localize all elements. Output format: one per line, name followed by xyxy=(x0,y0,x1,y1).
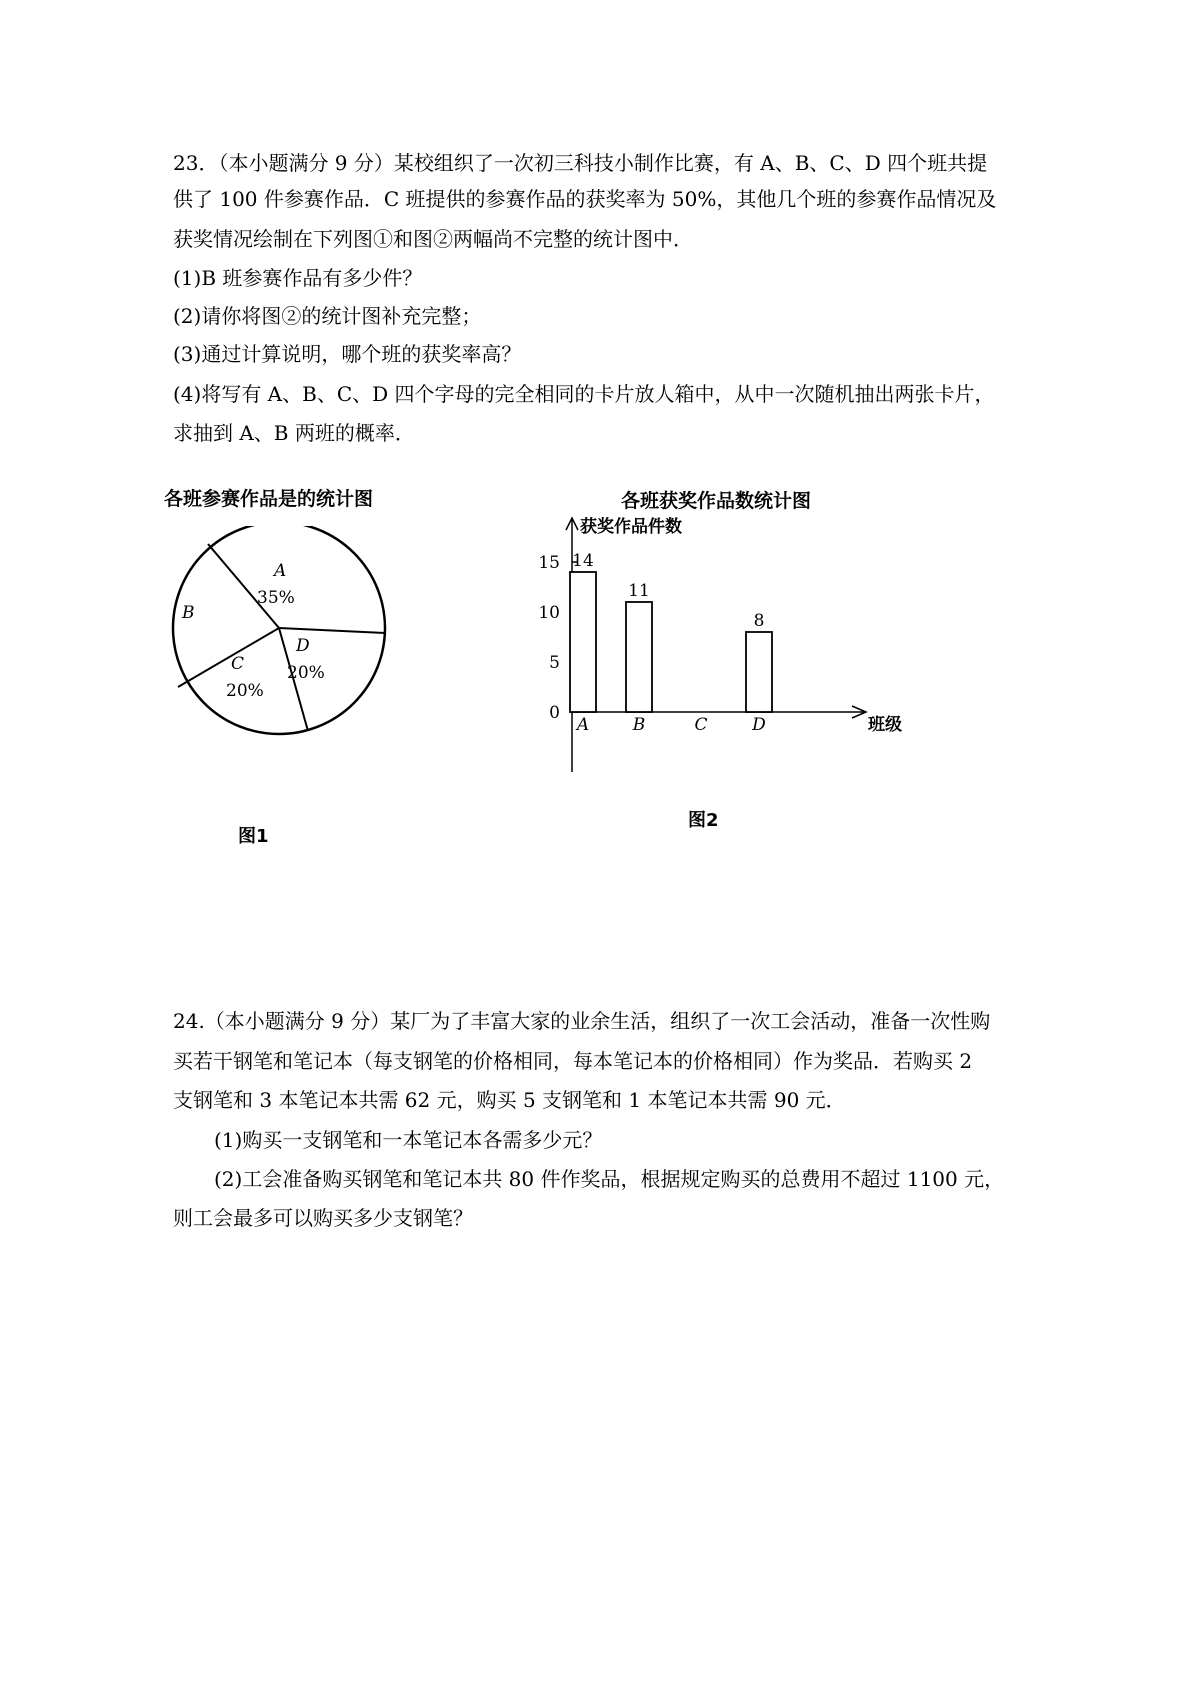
pie-label-d: D xyxy=(296,636,310,656)
figure2-title: 各班获奖作品数统计图 xyxy=(621,490,812,512)
bar-B xyxy=(626,602,652,712)
pie-pct-d: 20% xyxy=(287,663,325,683)
category-label-A: A xyxy=(576,715,590,735)
y-tick-label-15: 15 xyxy=(538,553,560,573)
q24-sub-2a: (2)工会准备购买钢笔和笔记本共 80 件作奖品，根据规定购买的总费用不超过 1100 元， xyxy=(214,1167,1005,1191)
pie-pct-c: 20% xyxy=(226,681,264,701)
figure2-caption: 图2 xyxy=(688,810,719,831)
q23-line-3: 获奖情况绘制在下列图①和图②两幅尚不完整的统计图中． xyxy=(173,227,693,251)
pie-label-c: C xyxy=(231,654,245,674)
q23-line-2: 供了 100 件参赛作品．C 班提供的参赛作品的获奖率为 50%，其他几个班的参赛作品情况及 xyxy=(173,187,997,211)
pie-pct-a: 35% xyxy=(257,588,295,608)
q23-line-1: 23．（本小题满分 9 分）某校组织了一次初三科技小制作比赛，有 A、B、C、D 四个班共提 xyxy=(173,151,988,175)
bar-label-A: 14 xyxy=(572,551,594,571)
y-tick-label-10: 10 xyxy=(538,603,560,623)
x-axis-label: 班级 xyxy=(868,715,902,735)
q24-line-1: 24.（本小题满分 9 分）某厂为了丰富大家的业余生活，组织了一次工会活动，准备一次性购 xyxy=(173,1009,991,1033)
q23-sub-2: (2)请你将图②的统计图补充完整； xyxy=(173,304,482,328)
bar-chart xyxy=(530,512,910,772)
q24-sub-1: (1)购买一支钢笔和一本笔记本各需多少元？ xyxy=(214,1128,603,1152)
y-tick-label-5: 5 xyxy=(549,653,560,673)
category-label-B: B xyxy=(632,715,646,735)
pie-divider-ab xyxy=(208,544,279,628)
figure1-title: 各班参赛作品是的统计图 xyxy=(164,488,374,510)
q23-sub-3: (3)通过计算说明，哪个班的获奖率高？ xyxy=(173,342,522,366)
bar-label-B: 11 xyxy=(628,581,650,601)
category-label-C: C xyxy=(694,715,708,735)
bar-A xyxy=(570,572,596,712)
pie-label-b: B xyxy=(182,603,195,623)
bar-D xyxy=(746,632,772,712)
q24-line-3: 支钢笔和 3 本笔记本共需 62 元，购买 5 支钢笔和 1 本笔记本共需 90 元． xyxy=(173,1088,846,1112)
pie-chart xyxy=(160,526,400,766)
figure1-caption: 图1 xyxy=(238,826,269,847)
y-tick-label-0: 0 xyxy=(549,703,560,723)
pie-divider-ad xyxy=(279,628,385,633)
category-label-D: D xyxy=(752,715,766,735)
q24-line-2: 买若干钢笔和笔记本（每支钢笔的价格相同，每本笔记本的价格相同）作为奖品．若购买 2 xyxy=(173,1049,973,1073)
q23-sub-4b: 求抽到 A、B 两班的概率． xyxy=(173,421,415,445)
pie-label-a: A xyxy=(274,561,287,581)
q23-sub-1: (1)B 班参赛作品有多少件？ xyxy=(173,266,423,290)
pie-divider-bc xyxy=(178,628,279,687)
q23-sub-4a: (4)将写有 A、B、C、D 四个字母的完全相同的卡片放人箱中，从中一次随机抽出两张卡片， xyxy=(173,382,995,406)
y-axis-label: 获奖作品件数 xyxy=(580,517,682,537)
bar-label-D: 8 xyxy=(753,611,765,631)
q24-sub-2b: 则工会最多可以购买多少支钢笔？ xyxy=(173,1206,473,1230)
